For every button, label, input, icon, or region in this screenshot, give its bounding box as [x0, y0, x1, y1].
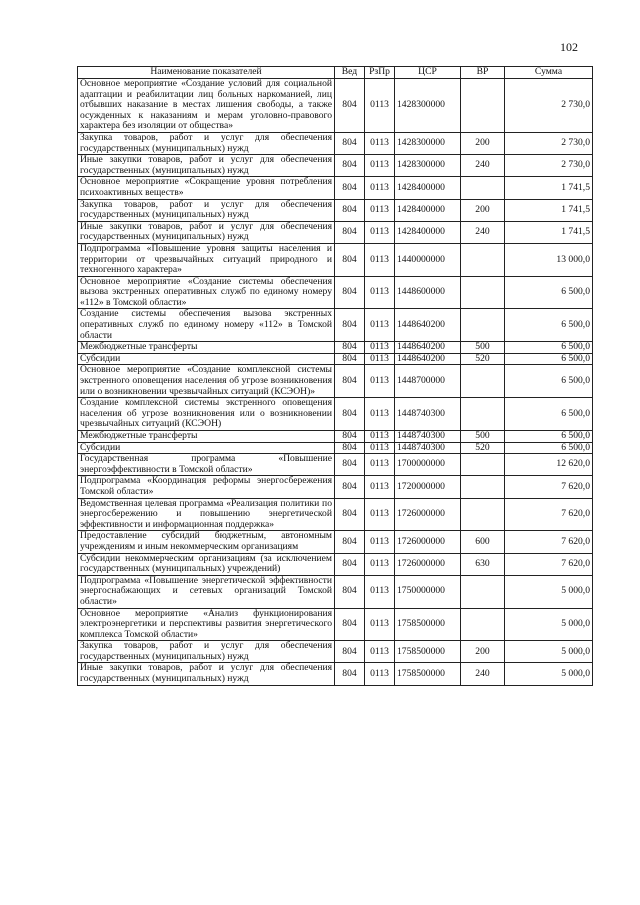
cell-rzpr: 0113: [365, 155, 395, 177]
cell-vr: 200: [461, 132, 505, 154]
cell-vr: [461, 575, 505, 608]
cell-rzpr: 0113: [365, 309, 395, 342]
cell-rzpr: 0113: [365, 498, 395, 531]
cell-sum: 13 000,0: [505, 243, 593, 276]
cell-vr: [461, 309, 505, 342]
cell-name: Предоставление субсидий бюджетным, автономным учреждениям и иным некоммерческим организациям: [78, 531, 335, 553]
cell-csr: 1448740300: [395, 442, 461, 454]
cell-sum: 2 730,0: [505, 79, 593, 133]
cell-csr: 1726000000: [395, 498, 461, 531]
cell-sum: 6 500,0: [505, 353, 593, 365]
cell-name: Создание системы обеспечения вызова экстренных оперативных служб по единому номеру «112» в Томской области: [78, 309, 335, 342]
cell-vr: 600: [461, 531, 505, 553]
budget-table: [77, 66, 593, 686]
table-row: [78, 641, 593, 663]
cell-csr: 1448640200: [395, 353, 461, 365]
cell-vr: 500: [461, 431, 505, 443]
table-row: [78, 663, 593, 685]
cell-rzpr: 0113: [365, 79, 395, 133]
cell-name: Основное мероприятие «Создание комплексной системы экстренного оповещения населения об угрозе возникновения или о возникновении чрезвычайных ситуаций (КСЭОН)»: [78, 365, 335, 398]
table-row: [78, 575, 593, 608]
cell-name: Иные закупки товаров, работ и услуг для обеспечения государственных (муниципальных) нужд: [78, 155, 335, 177]
cell-name: Основное мероприятие «Сокращение уровня потребления психоактивных веществ»: [78, 177, 335, 199]
cell-rzpr: 0113: [365, 575, 395, 608]
cell-name: Создание комплексной системы экстренного оповещения населения об угрозе возникновения или о возникновении чрезвычайных ситуаций (КСЭОН): [78, 398, 335, 431]
cell-name: Основное мероприятие «Анализ функционирования электроэнергетики и перспективы развития энергетического комплекса Томской области»: [78, 608, 335, 641]
cell-csr: 1428300000: [395, 79, 461, 133]
cell-csr: 1758500000: [395, 608, 461, 641]
cell-name: Закупка товаров, работ и услуг для обеспечения государственных (муниципальных) нужд: [78, 132, 335, 154]
cell-sum: 1 741,5: [505, 221, 593, 243]
cell-rzpr: 0113: [365, 199, 395, 221]
cell-rzpr: 0113: [365, 342, 395, 354]
cell-vr: [461, 243, 505, 276]
cell-vr: 240: [461, 155, 505, 177]
cell-vr: 500: [461, 342, 505, 354]
cell-ved: 804: [335, 353, 365, 365]
header-vr: ВР: [461, 67, 505, 79]
table-row: [78, 531, 593, 553]
cell-ved: 804: [335, 476, 365, 498]
cell-ved: 804: [335, 199, 365, 221]
cell-name: Субсидии: [78, 353, 335, 365]
cell-ved: 804: [335, 365, 365, 398]
cell-csr: 1428300000: [395, 132, 461, 154]
cell-ved: 804: [335, 132, 365, 154]
cell-sum: 7 620,0: [505, 476, 593, 498]
table-row: [78, 276, 593, 309]
cell-csr: 1726000000: [395, 553, 461, 575]
cell-name: Закупка товаров, работ и услуг для обеспечения государственных (муниципальных) нужд: [78, 199, 335, 221]
cell-sum: 1 741,5: [505, 199, 593, 221]
table-row: [78, 553, 593, 575]
cell-sum: 6 500,0: [505, 365, 593, 398]
cell-rzpr: 0113: [365, 353, 395, 365]
cell-sum: 5 000,0: [505, 663, 593, 685]
cell-sum: 1 741,5: [505, 177, 593, 199]
cell-sum: 6 500,0: [505, 442, 593, 454]
cell-ved: 804: [335, 498, 365, 531]
header-rzpr: РзПр: [365, 67, 395, 79]
cell-csr: 1448640200: [395, 342, 461, 354]
cell-name: Межбюджетные трансферты: [78, 431, 335, 443]
cell-vr: 520: [461, 353, 505, 365]
cell-ved: 804: [335, 243, 365, 276]
header-csr: ЦСР: [395, 67, 461, 79]
table-row: [78, 221, 593, 243]
cell-sum: 2 730,0: [505, 155, 593, 177]
cell-ved: 804: [335, 553, 365, 575]
cell-ved: 804: [335, 442, 365, 454]
cell-sum: 12 620,0: [505, 454, 593, 476]
cell-name: Основное мероприятие «Создание системы обеспечения вызова экстренных оперативных служб по единому номеру «112» в Томской области»: [78, 276, 335, 309]
cell-vr: [461, 79, 505, 133]
cell-rzpr: 0113: [365, 553, 395, 575]
cell-vr: [461, 454, 505, 476]
table-row: [78, 132, 593, 154]
cell-name: Субсидии: [78, 442, 335, 454]
cell-sum: 2 730,0: [505, 132, 593, 154]
table-row: [78, 177, 593, 199]
cell-sum: 5 000,0: [505, 608, 593, 641]
cell-rzpr: 0113: [365, 276, 395, 309]
table-row: [78, 199, 593, 221]
cell-sum: 7 620,0: [505, 498, 593, 531]
table-row: [78, 498, 593, 531]
cell-name: Подпрограмма «Повышение энергетической эффективности энергоснабжающих и сетевых организаций Томской области»: [78, 575, 335, 608]
cell-csr: 1448640200: [395, 309, 461, 342]
cell-csr: 1448740300: [395, 398, 461, 431]
cell-ved: 804: [335, 79, 365, 133]
cell-rzpr: 0113: [365, 641, 395, 663]
cell-csr: 1448700000: [395, 365, 461, 398]
cell-csr: 1720000000: [395, 476, 461, 498]
cell-vr: 240: [461, 221, 505, 243]
cell-vr: 200: [461, 199, 505, 221]
cell-name: Подпрограмма «Повышение уровня защиты населения и территории от чрезвычайных ситуаций природного и техногенного характера»: [78, 243, 335, 276]
table-row: [78, 442, 593, 454]
cell-ved: 804: [335, 342, 365, 354]
cell-name: Государственная программа «Повышение энергоэффективности в Томской области»: [78, 454, 335, 476]
table-row: [78, 365, 593, 398]
table-row: [78, 353, 593, 365]
cell-csr: 1428400000: [395, 199, 461, 221]
table-row: [78, 608, 593, 641]
cell-name: Иные закупки товаров, работ и услуг для обеспечения государственных (муниципальных) нужд: [78, 221, 335, 243]
cell-ved: 804: [335, 431, 365, 443]
cell-sum: 6 500,0: [505, 398, 593, 431]
cell-rzpr: 0113: [365, 132, 395, 154]
cell-vr: [461, 608, 505, 641]
cell-sum: 6 500,0: [505, 276, 593, 309]
cell-ved: 804: [335, 608, 365, 641]
cell-csr: 1750000000: [395, 575, 461, 608]
cell-rzpr: 0113: [365, 221, 395, 243]
cell-csr: 1440000000: [395, 243, 461, 276]
cell-name: Ведомственная целевая программа «Реализация политики по энергосбережению и повышению энергетической эффективности и информационная поддержка»: [78, 498, 335, 531]
cell-csr: 1758500000: [395, 641, 461, 663]
cell-csr: 1428400000: [395, 221, 461, 243]
table-header-row: [78, 67, 593, 79]
cell-rzpr: 0113: [365, 663, 395, 685]
cell-ved: 804: [335, 309, 365, 342]
cell-vr: [461, 476, 505, 498]
header-name: Наименование показателей: [78, 67, 335, 79]
table-body: [78, 79, 593, 686]
cell-ved: 804: [335, 663, 365, 685]
cell-vr: 240: [461, 663, 505, 685]
table-row: [78, 79, 593, 133]
table-row: [78, 431, 593, 443]
cell-rzpr: 0113: [365, 454, 395, 476]
cell-ved: 804: [335, 575, 365, 608]
page-number: 102: [560, 40, 578, 54]
cell-name: Межбюджетные трансферты: [78, 342, 335, 354]
table-row: [78, 454, 593, 476]
cell-ved: 804: [335, 641, 365, 663]
cell-vr: [461, 365, 505, 398]
cell-sum: 5 000,0: [505, 575, 593, 608]
cell-sum: 6 500,0: [505, 431, 593, 443]
cell-csr: 1428400000: [395, 177, 461, 199]
cell-vr: [461, 498, 505, 531]
cell-csr: 1726000000: [395, 531, 461, 553]
table-row: [78, 398, 593, 431]
cell-rzpr: 0113: [365, 398, 395, 431]
table-row: [78, 476, 593, 498]
cell-csr: 1448600000: [395, 276, 461, 309]
cell-ved: 804: [335, 531, 365, 553]
cell-rzpr: 0113: [365, 476, 395, 498]
cell-name: Закупка товаров, работ и услуг для обеспечения государственных (муниципальных) нужд: [78, 641, 335, 663]
cell-rzpr: 0113: [365, 365, 395, 398]
table-row: [78, 309, 593, 342]
table-row: [78, 243, 593, 276]
cell-vr: [461, 398, 505, 431]
cell-vr: 520: [461, 442, 505, 454]
cell-csr: 1428300000: [395, 155, 461, 177]
table-row: [78, 155, 593, 177]
cell-vr: [461, 177, 505, 199]
header-sum: Сумма: [505, 67, 593, 79]
cell-name: Субсидии некоммерческим организациям (за исключением государственных (муниципальных) учреждений): [78, 553, 335, 575]
cell-name: Основное мероприятие «Создание условий для социальной адаптации и реабилитации лиц больных наркоманией, лиц отбывших наказание в местах лишения свободы, а также осужденных к наказаниям и мерам уголовно-правового характера без изоляции от общества»: [78, 79, 335, 133]
cell-csr: 1700000000: [395, 454, 461, 476]
cell-ved: 804: [335, 221, 365, 243]
cell-ved: 804: [335, 177, 365, 199]
cell-name: Подпрограмма «Координация реформы энергосбережения Томской области»: [78, 476, 335, 498]
cell-vr: [461, 276, 505, 309]
cell-rzpr: 0113: [365, 608, 395, 641]
cell-rzpr: 0113: [365, 531, 395, 553]
cell-rzpr: 0113: [365, 177, 395, 199]
cell-vr: 630: [461, 553, 505, 575]
table-row: [78, 342, 593, 354]
cell-rzpr: 0113: [365, 243, 395, 276]
cell-sum: 6 500,0: [505, 309, 593, 342]
cell-name: Иные закупки товаров, работ и услуг для обеспечения государственных (муниципальных) нужд: [78, 663, 335, 685]
header-ved: Вед: [335, 67, 365, 79]
cell-csr: 1448740300: [395, 431, 461, 443]
cell-ved: 804: [335, 276, 365, 309]
cell-sum: 6 500,0: [505, 342, 593, 354]
cell-ved: 804: [335, 155, 365, 177]
cell-ved: 804: [335, 398, 365, 431]
cell-sum: 7 620,0: [505, 531, 593, 553]
cell-rzpr: 0113: [365, 442, 395, 454]
cell-ved: 804: [335, 454, 365, 476]
cell-sum: 5 000,0: [505, 641, 593, 663]
cell-sum: 7 620,0: [505, 553, 593, 575]
cell-rzpr: 0113: [365, 431, 395, 443]
cell-csr: 1758500000: [395, 663, 461, 685]
cell-vr: 200: [461, 641, 505, 663]
